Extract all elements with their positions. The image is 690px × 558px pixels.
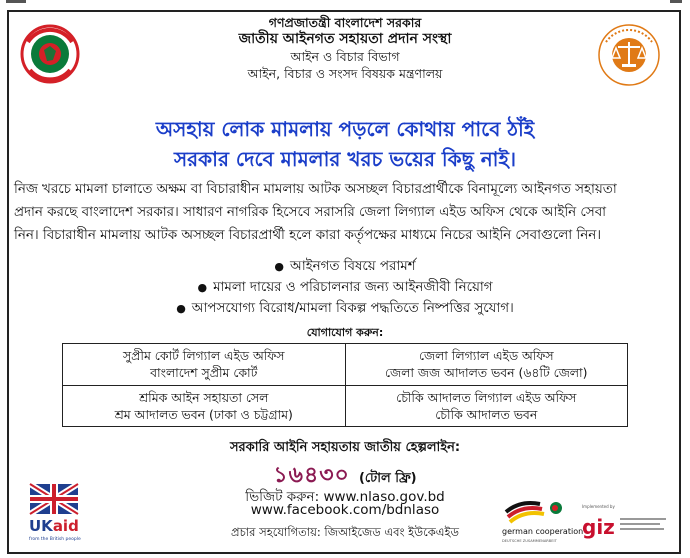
bullet-icon: ●	[176, 302, 186, 315]
giz-implemented-by: Implemented by	[582, 504, 615, 509]
header-government-name: গণপ্রজাতন্ত্রী বাংলাদেশ সরকার	[268, 15, 422, 30]
helpline-heading: সরকারি আইনি সহায়তায় জাতীয় হেল্পলাইন:	[229, 440, 461, 455]
poster-header	[140, 14, 550, 82]
contact-table	[62, 343, 628, 427]
paragraph-line: নিজ খরচে মামলা চালাতে অক্ষম বা বিচারাধীন মামলায় আটক অসচ্ছল বিচারপ্রার্থীকে বিনামূল্যে আইনগত সহায়তা	[14, 182, 617, 197]
table-row	[63, 344, 628, 386]
contact-cell-supreme-court	[63, 344, 346, 386]
nlaso-seal-logo	[596, 22, 662, 88]
german-cooperation-text: german cooperation	[502, 527, 584, 536]
bullet-icon: ●	[274, 260, 285, 273]
contact-office-name: সুপ্রীম কোর্ট লিগ্যাল এইড অফিস	[123, 348, 285, 364]
paragraph-line: নিন। বিচারাধীন মামলায় আটক অসচ্ছল বিচারপ্রার্থী হলে কারা কর্তৃপক্ষের মাধ্যমে নিচের আইনি সেবাগুলো নিন।	[14, 228, 601, 243]
contact-office-location: বাংলাদেশ সুপ্রীম কোর্ট	[150, 365, 258, 381]
ukaid-subtext: from the British people	[29, 537, 81, 542]
giz-logo	[580, 494, 672, 546]
contact-cell-labour	[63, 385, 346, 427]
contact-cell-district	[345, 344, 628, 386]
promotion-credit: প্রচার সহযোগিতায়: জিআইজেড এবং ইউকেএইড	[231, 525, 459, 539]
intro-paragraph	[14, 178, 676, 247]
slogan-line-1: অসহায় লোক মামলায় পড়লে কোথায় পাবে ঠাঁই	[155, 117, 535, 141]
contact-cell-chouki	[345, 385, 628, 427]
ukaid-text: UKaid	[29, 517, 79, 535]
service-item: ● আপসযোগ্য বিরোধ/মামলা বিকল্প পদ্ধতিতে নিষ্পত্তির সুযোগ।	[176, 301, 514, 316]
slogan-line-2: সরকার দেবে মামলার খরচ ভয়ের কিছু নাই।	[173, 147, 517, 171]
table-row	[63, 385, 628, 427]
top-edge-marks	[0, 0, 690, 8]
german-cooperation-subtext: DEUTSCHE ZUSAMMENARBEIT	[502, 539, 557, 543]
service-item: ● আইনগত বিষয়ে পরামর্শ	[274, 259, 416, 274]
header-ministry-name: আইন, বিচার ও সংসদ বিষয়ক মন্ত্রণালয়	[247, 66, 443, 81]
contact-office-name: চৌকি আদালত লিগ্যাল এইড অফিস	[396, 389, 577, 405]
helpline-number[interactable]: ১৬৪৩০	[273, 463, 350, 488]
contact-heading: যোগাযোগ করুন:	[306, 326, 384, 339]
ukaid-logo	[26, 482, 96, 546]
german-cooperation-logo	[500, 494, 584, 546]
giz-text: giz	[582, 515, 615, 539]
bullet-icon: ●	[197, 281, 208, 294]
header-organization-name: জাতীয় আইনগত সহায়তা প্রদান সংস্থা	[238, 31, 452, 47]
contact-office-name: জেলা লিগ্যাল এইড অফিস	[418, 348, 554, 364]
services-list	[0, 256, 690, 319]
toll-free-note: (টোল ফ্রি)	[358, 471, 417, 486]
government-seal-logo	[20, 22, 80, 88]
contact-office-name: শ্রমিক আইন সহায়তা সেল	[139, 389, 269, 405]
contact-office-location: চৌকি আদালত ভবন	[435, 406, 538, 422]
header-division-name: আইন ও বিচার বিভাগ	[290, 49, 400, 64]
contact-office-location: জেলা জজ আদালত ভবন (৬৪টি জেলা)	[385, 365, 588, 381]
paragraph-line: প্রদান করছে বাংলাদেশ সরকার। সাধারণ নাগরিক হিসেবে সরাসরি জেলা লিগ্যাল এইড অফিস থেকে আইনি সেবা	[14, 205, 607, 220]
service-item: ● মামলা দায়ের ও পরিচালনার জন্য আইনজীবী নিয়োগ	[197, 280, 493, 295]
website-link[interactable]: ভিজিট করুন: www.nlaso.gov.bd	[245, 489, 445, 505]
facebook-link[interactable]: www.facebook.com/bdnlaso	[250, 502, 440, 518]
contact-office-location: শ্রম আদালত ভবন (ঢাকা ও চট্টগ্রাম)	[114, 406, 293, 422]
